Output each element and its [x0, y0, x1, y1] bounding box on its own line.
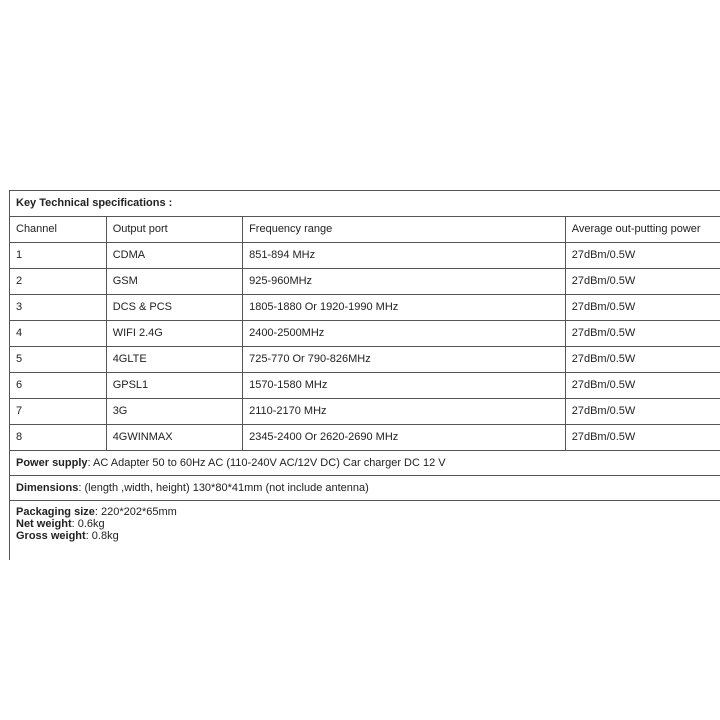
header-row [10, 217, 720, 243]
table-row [10, 321, 720, 347]
table-row [10, 425, 720, 451]
table-row [10, 243, 720, 269]
table-row [10, 295, 720, 321]
power-cell: 27dBm/0.5W [565, 373, 720, 399]
table-row [10, 373, 720, 399]
channel-cell: 1 [10, 243, 107, 269]
gross-weight-value: : 0.8kg [85, 530, 119, 542]
power-cell: 27dBm/0.5W [565, 347, 720, 373]
port-cell: 4GLTE [106, 347, 242, 373]
title-row [10, 191, 720, 217]
gross-weight-line [16, 530, 720, 542]
channel-cell: 4 [10, 321, 107, 347]
packaging-size-label: Packaging size [16, 506, 95, 518]
port-cell: CDMA [106, 243, 242, 269]
spec-table [9, 190, 720, 560]
dimensions-label: Dimensions [16, 481, 79, 494]
port-cell: GPSL1 [106, 373, 242, 399]
packaging-row [10, 501, 720, 561]
power-cell: 27dBm/0.5W [565, 295, 720, 321]
power-supply-row [10, 451, 720, 476]
table-row [10, 347, 720, 373]
channel-cell: 7 [10, 399, 107, 425]
dimensions-value: : (length ,width, height) 130*80*41mm (not include antenna) [78, 481, 369, 494]
channel-cell: 6 [10, 373, 107, 399]
port-cell: DCS & PCS [106, 295, 242, 321]
port-cell: WIFI 2.4G [106, 321, 242, 347]
power-cell: 27dBm/0.5W [565, 243, 720, 269]
column-header: Average out-putting power [565, 217, 720, 243]
frequency-cell: 1570-1580 MHz [243, 373, 566, 399]
frequency-cell: 1805-1880 Or 1920-1990 MHz [243, 295, 566, 321]
dimensions-row [10, 476, 720, 501]
table-row [10, 399, 720, 425]
frequency-cell: 2110-2170 MHz [243, 399, 566, 425]
table-row [10, 269, 720, 295]
frequency-cell: 725-770 Or 790-826MHz [243, 347, 566, 373]
power-supply-cell [10, 451, 720, 476]
packaging-size-line [16, 506, 720, 518]
power-supply-label: Power supply [16, 456, 88, 469]
dimensions-cell [10, 476, 720, 501]
power-cell: 27dBm/0.5W [565, 269, 720, 295]
table-title: Key Technical specifications : [10, 191, 720, 217]
frequency-cell: 2345-2400 Or 2620-2690 MHz [243, 425, 566, 451]
gross-weight-label: Gross weight [16, 530, 86, 542]
port-cell: 4GWINMAX [106, 425, 242, 451]
power-cell: 27dBm/0.5W [565, 321, 720, 347]
net-weight-label: Net weight [16, 518, 72, 530]
frequency-cell: 851-894 MHz [243, 243, 566, 269]
channel-cell: 8 [10, 425, 107, 451]
packaging-cell [10, 501, 720, 561]
net-weight-line [16, 518, 720, 530]
frequency-cell: 2400-2500MHz [243, 321, 566, 347]
column-header: Output port [106, 217, 242, 243]
net-weight-value: : 0.6kg [71, 518, 105, 530]
packaging-size-value: : 220*202*65mm [94, 506, 177, 518]
port-cell: 3G [106, 399, 242, 425]
channel-cell: 5 [10, 347, 107, 373]
frequency-cell: 925-960MHz [243, 269, 566, 295]
channel-cell: 3 [10, 295, 107, 321]
port-cell: GSM [106, 269, 242, 295]
power-cell: 27dBm/0.5W [565, 425, 720, 451]
power-supply-value: : AC Adapter 50 to 60Hz AC (110-240V AC/12V DC) Car charger DC 12 V [87, 456, 446, 469]
column-header: Channel [10, 217, 107, 243]
power-cell: 27dBm/0.5W [565, 399, 720, 425]
column-header: Frequency range [243, 217, 566, 243]
channel-cell: 2 [10, 269, 107, 295]
